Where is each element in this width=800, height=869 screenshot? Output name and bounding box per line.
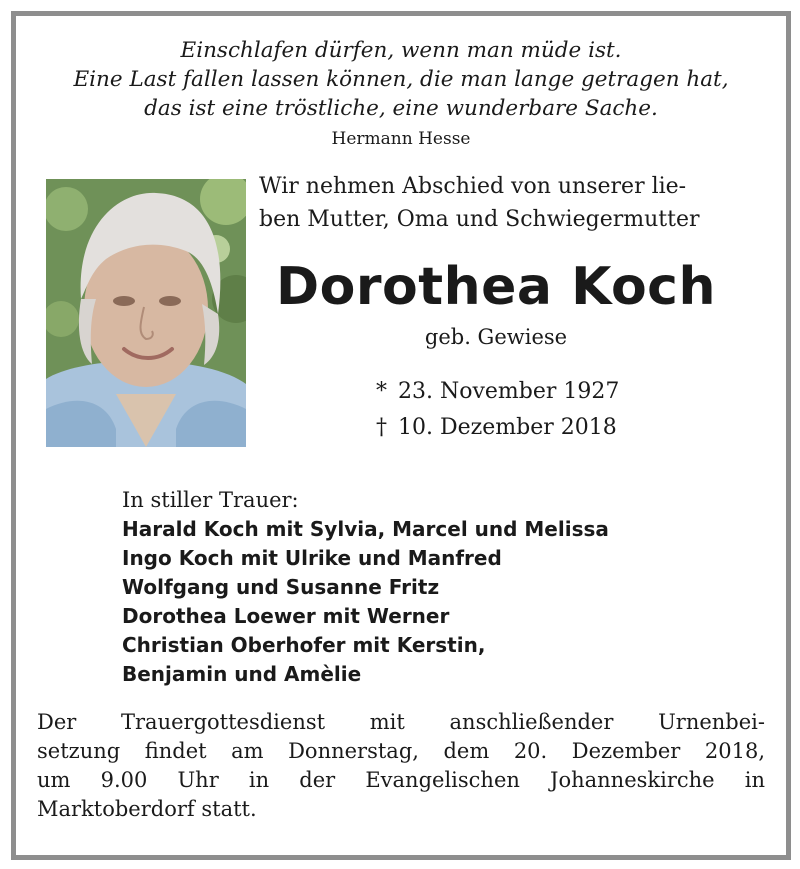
mourner-line: Ingo Koch mit Ulrike und Manfred <box>122 546 502 570</box>
intro-text <box>259 170 779 236</box>
birth-date: 23. November 1927 <box>398 379 620 404</box>
mourner-line: Wolfgang und Susanne Fritz <box>122 575 440 599</box>
service-line: Der Trauergottesdienst mit anschließender Urnenbei- <box>37 710 765 734</box>
intro-line: ben Mutter, Oma und Schwiegermutter <box>259 207 700 232</box>
mourner-line: Harald Koch mit Sylvia, Marcel und Melissa <box>122 517 609 541</box>
death-date-row <box>376 410 619 446</box>
service-line: Marktoberdorf statt. <box>37 797 257 821</box>
life-dates <box>376 374 619 446</box>
service-line: um 9.00 Uhr in der Evangelischen Johanneskirche in <box>37 768 765 792</box>
portrait-image <box>46 179 246 447</box>
service-line: setzung findet am Donnerstag, dem 20. Dezember 2018, <box>37 739 765 763</box>
deceased-name: Dorothea Koch <box>275 257 717 317</box>
death-date: 10. Dezember 2018 <box>398 415 617 440</box>
mourner-line: Christian Oberhofer mit Kerstin, <box>122 633 486 657</box>
birth-star-icon: * <box>376 379 387 404</box>
portrait-photo <box>46 179 246 447</box>
birth-date-row <box>376 374 619 410</box>
quote-line: das ist eine tröstliche, eine wunderbare Sache. <box>144 96 658 121</box>
quote-line: Eine Last fallen lassen können, die man lange getragen hat, <box>73 67 729 92</box>
maiden-name: geb. Gewiese <box>424 325 568 349</box>
intro-line: Wir nehmen Abschied von unserer lie- <box>259 174 687 199</box>
mourners-label: In stiller Trauer: <box>122 488 299 512</box>
quote-author: Hermann Hesse <box>331 129 471 149</box>
quote-block <box>16 36 786 154</box>
mourners-block <box>122 486 609 689</box>
obituary-frame <box>11 11 791 860</box>
quote-line: Einschlafen dürfen, wenn man müde ist. <box>180 38 622 63</box>
mourner-line: Benjamin und Amèlie <box>122 662 362 686</box>
mourner-line: Dorothea Loewer mit Werner <box>122 604 450 628</box>
service-announcement <box>37 708 765 824</box>
death-cross-icon: † <box>376 415 387 440</box>
